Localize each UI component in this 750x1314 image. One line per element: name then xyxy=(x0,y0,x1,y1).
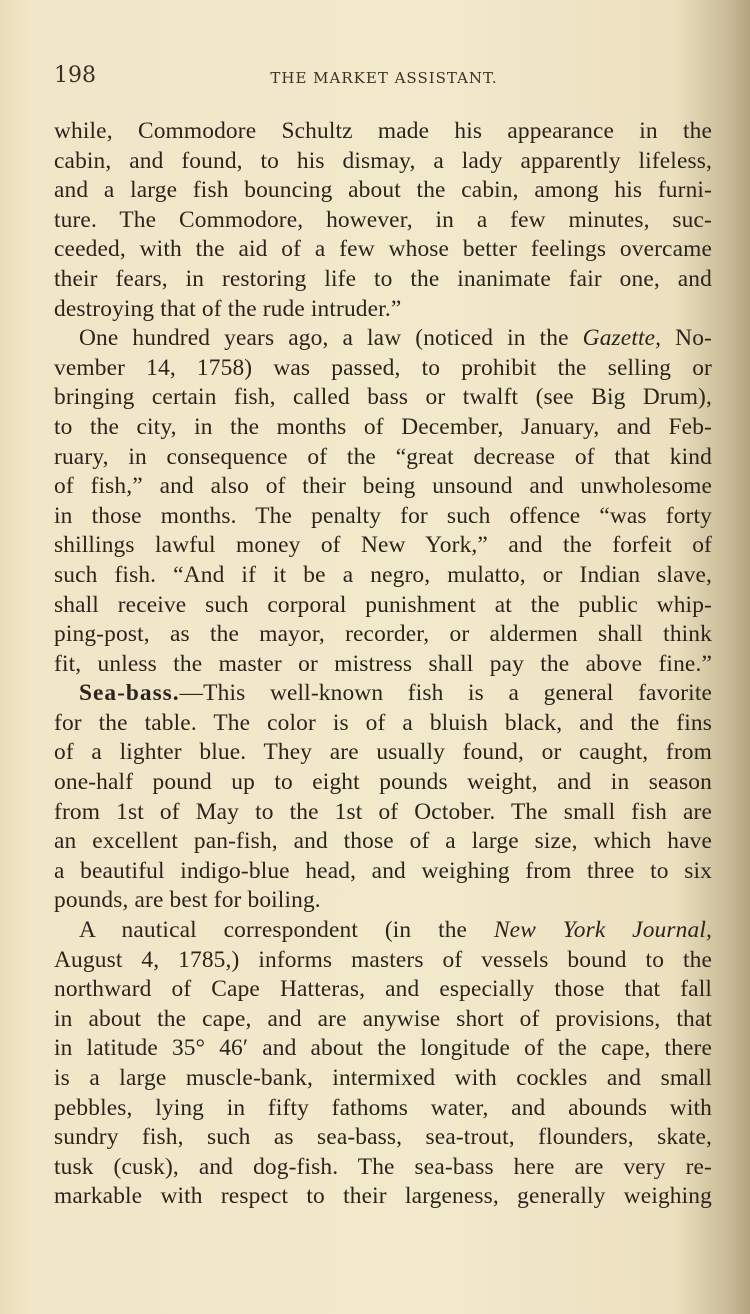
text-line xyxy=(54,620,712,650)
line-text: shillings lawful money of New York,” and the forfeit of xyxy=(54,532,712,559)
line-text: No- xyxy=(661,325,712,352)
text-line xyxy=(54,265,712,295)
text-line xyxy=(54,295,712,325)
page-header xyxy=(54,62,714,94)
line-text: fit, unless the master or mistress shall pay the above fine.” xyxy=(54,650,712,677)
line-text: is a large muscle-bank, intermixed with cockles and small xyxy=(54,1065,712,1091)
line-text: vember 14, 1758) was passed, to prohibit the selling or xyxy=(54,354,712,381)
line-text: northward of Cape Hatteras, and especially those that fall xyxy=(54,976,712,1003)
text-line xyxy=(54,591,712,621)
line-text: destroying that of the rude intruder.” xyxy=(54,295,402,322)
line-text: August 4, 1785,) informs masters of vessels bound to the xyxy=(54,946,712,973)
text-line xyxy=(54,827,712,857)
text-line xyxy=(54,117,712,147)
line-text: bringing certain fish, called bass or twalft (see Big Drum), xyxy=(54,384,712,411)
text-line xyxy=(54,561,712,591)
text-line xyxy=(54,1005,712,1035)
line-text: markable with respect to their largeness, generally weighing xyxy=(54,1183,712,1210)
line-text: A nautical correspondent (in the xyxy=(79,917,494,944)
line-text: while, Commodore Schultz made his appearance in the xyxy=(54,118,712,144)
line-text: ceeded, with the aid of a few whose better feelings overcame xyxy=(54,236,712,263)
text-line xyxy=(54,650,712,680)
text-line xyxy=(54,502,712,532)
line-text: cabin, and found, to his dismay, a lady apparently lifeless, xyxy=(54,147,712,174)
line-text: sundry fish, such as sea-bass, sea-trout, flounders, skate, xyxy=(54,1124,712,1151)
text-line xyxy=(54,1153,712,1183)
line-text: ture. The Commodore, however, in a few minutes, suc- xyxy=(54,206,712,233)
line-text: in latitude 35° 46′ and about the longitude of the cape, there xyxy=(54,1035,712,1062)
text-line xyxy=(54,886,712,916)
italic-title: New York Journal, xyxy=(493,917,712,944)
text-line xyxy=(54,324,712,354)
text-line xyxy=(54,531,712,561)
line-text: and a large fish bouncing about the cabin, among his furni- xyxy=(54,177,712,204)
line-text: such fish. “And if it be a negro, mulatto, or Indian slave, xyxy=(54,561,712,588)
line-text: in those months. The penalty for such offence “was forty xyxy=(54,502,712,529)
text-line xyxy=(54,443,712,473)
text-line xyxy=(54,798,712,828)
line-text: One hundred years ago, a law (noticed in the xyxy=(79,325,583,352)
line-text: pounds, are best for boiling. xyxy=(54,887,321,914)
text-line xyxy=(54,235,712,265)
line-text: from 1st of May to the 1st of October. The small fish are xyxy=(54,798,712,825)
line-text: their fears, in restoring life to the inanimate fair one, and xyxy=(54,265,712,292)
text-line xyxy=(54,679,712,709)
line-text: shall receive such corporal punishment at the public whip- xyxy=(54,591,712,618)
line-text: —This well-known fish is a general favorite xyxy=(179,680,712,707)
italic-title: Gazette, xyxy=(582,325,662,352)
line-text: to the city, in the months of December, January, and Feb- xyxy=(54,413,712,440)
line-text: one-half pound up to eight pounds weight, and in season xyxy=(54,769,712,796)
line-text: for the table. The color is of a bluish black, and the fins xyxy=(54,709,712,736)
line-text: ruary, in consequence of the “great decrease of that kind xyxy=(54,443,712,470)
text-line xyxy=(54,413,712,443)
page-number: 198 xyxy=(54,63,96,88)
text-line xyxy=(54,916,712,946)
line-text: ping-post, as the mayor, recorder, or aldermen shall think xyxy=(54,621,712,648)
text-line xyxy=(54,1182,712,1212)
line-text: pebbles, lying in fifty fathoms water, and abounds with xyxy=(54,1094,712,1121)
text-line xyxy=(54,1064,712,1094)
line-text: a beautiful indigo-blue head, and weighing from three to six xyxy=(54,857,712,884)
text-line xyxy=(54,147,712,177)
line-text: in about the cape, and are anywise short of provisions, that xyxy=(54,1005,712,1032)
body-text xyxy=(54,117,712,1212)
text-line xyxy=(54,709,712,739)
line-text: tusk (cusk), and dog-fish. The sea-bass here are very re- xyxy=(54,1153,712,1180)
text-line xyxy=(54,768,712,798)
text-line xyxy=(54,975,712,1005)
running-head: THE MARKET ASSISTANT. xyxy=(270,69,498,87)
line-text: of fish,” and also of their being unsound and unwholesome xyxy=(54,473,712,500)
text-line xyxy=(54,1123,712,1153)
text-line xyxy=(54,857,712,887)
text-line xyxy=(54,176,712,206)
text-line xyxy=(54,354,712,384)
section-term: Sea-bass. xyxy=(79,680,180,707)
text-line xyxy=(54,206,712,236)
text-line xyxy=(54,383,712,413)
text-line xyxy=(54,738,712,768)
line-text: of a lighter blue. They are usually found, or caught, from xyxy=(54,739,712,766)
text-line xyxy=(54,1094,712,1124)
text-line xyxy=(54,1034,712,1064)
text-line xyxy=(54,472,712,502)
text-line xyxy=(54,946,712,976)
line-text: an excellent pan-fish, and those of a large size, which have xyxy=(54,828,712,855)
